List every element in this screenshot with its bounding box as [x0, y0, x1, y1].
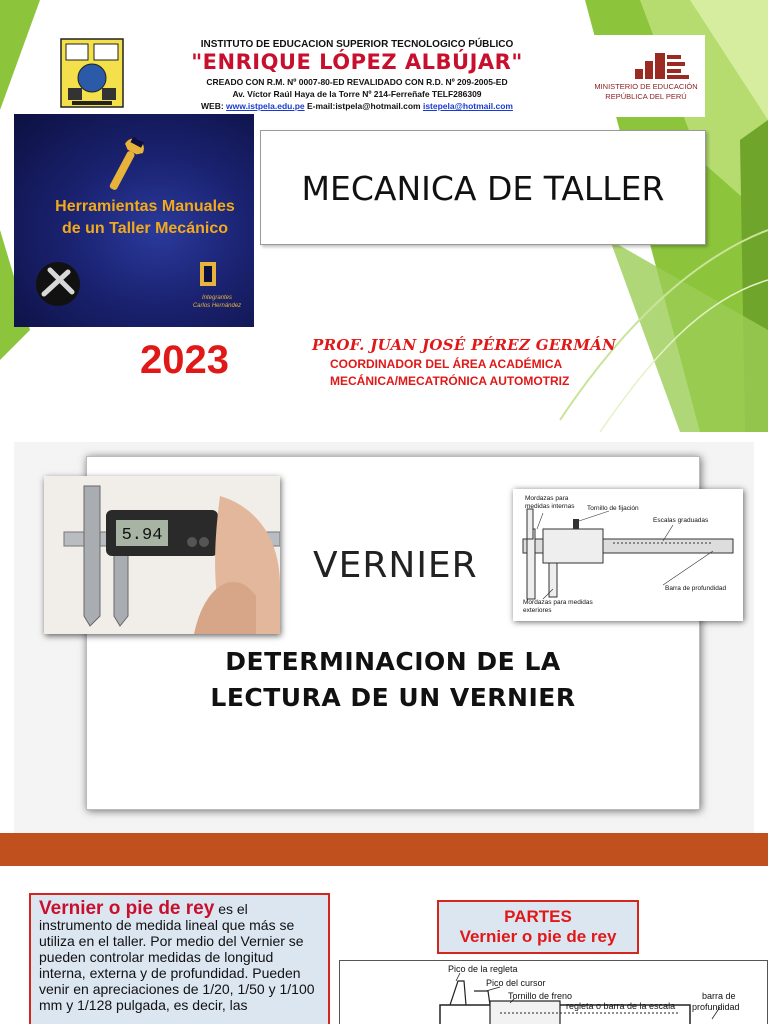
cover-title [36, 196, 254, 240]
label-barra-de: barra de [702, 991, 736, 1001]
tools-circle-icon [36, 262, 80, 306]
caliper-emblem-icon [200, 262, 216, 286]
label-external-jaws: Mordazas para medidas exteriores [523, 599, 593, 614]
orange-title-bar [0, 833, 768, 866]
institute-line-1: INSTITUTO DE EDUCACION SUPERIOR TECNOLOGICO PÚBLICO [200, 39, 514, 50]
institute-header [57, 35, 705, 117]
digital-caliper-icon [44, 476, 280, 634]
slide-definition [0, 833, 768, 1024]
institute-address: Av. Víctor Raúl Haya de la Torre Nº 214-Ferreñafe TELF286309 [232, 89, 482, 99]
web-link[interactable]: www.istpela.edu.pe [226, 101, 305, 111]
parts-subtitle: Vernier o pie de rey [459, 927, 617, 946]
vernier-parts-diagram [513, 489, 743, 621]
course-title-box [260, 130, 706, 245]
label-pico-regleta: Pico de la regleta [448, 964, 518, 974]
digital-caliper-photo [44, 476, 280, 634]
institute-name: "ENRIQUE LÓPEZ ALBÚJAR" [191, 50, 523, 74]
cover-image [14, 114, 254, 327]
label-regleta: regleta o barra de la escala [566, 1001, 676, 1011]
ministry-logo [595, 45, 703, 115]
cover-credit-line-1: Integrantes [201, 295, 233, 301]
coordinator-line-2: MECÁNICA/MECATRÓNICA AUTOMOTRIZ [330, 374, 570, 388]
label-profundidad: profundidad [692, 1002, 740, 1012]
vernier-heading: VERNIER [313, 545, 478, 586]
institute-logo [60, 38, 124, 108]
cover-title-line-1: Herramientas Manuales [55, 198, 235, 215]
institute-resolutions: CREADO CON R.M. Nº 0007-80-ED REVALIDADO CON R.D. Nº 209-2005-ED [206, 77, 508, 87]
definition-text: es el instrumento de medida lineal que más se utiliza en el taller. Por medio del Vernier se pueden controlar medidas de longitud interna, externa y de profundidad. Pueden venir en apreciaciones de 1/20, 1/50 y 1/100 mm y 1/128 pulgada, es decir, las [39, 901, 315, 1013]
ministry-text [587, 82, 705, 102]
label-locking-screw: Tornillo de fijación [587, 505, 639, 512]
web-label: WEB: [201, 101, 227, 111]
coordinator-line-1: COORDINADOR DEL ÁREA ACADÉMICA [330, 357, 563, 371]
label-scales: Escalas graduadas [653, 517, 709, 524]
definition-box [29, 893, 330, 1024]
parts-title-box [437, 900, 639, 954]
caliper-display-reading: 5.94 [121, 526, 163, 545]
definition-term: Vernier o pie de rey [39, 898, 215, 919]
professor-name: PROF. JUAN JOSÉ PÉREZ GERMÁN [312, 336, 617, 354]
email-link[interactable]: istepela@hotmail.com [422, 101, 513, 111]
reading-title-line-1: DETERMINACION DE LA [225, 647, 561, 676]
parts-title: PARTES [504, 907, 572, 926]
ministry-name: MINISTERIO DE EDUCACIÓN [594, 82, 698, 91]
slide-title [0, 0, 768, 432]
label-pico-cursor: Pico del cursor [486, 978, 546, 988]
label-internal-jaws: Mordazas para medidas internas [525, 495, 575, 510]
parts-diagram [339, 960, 768, 1024]
cover-credit-line-2: Carlos Hernández [192, 303, 242, 309]
cover-credit [182, 294, 252, 310]
cover-title-line-2: de un Taller Mecánico [62, 220, 228, 237]
course-title: MECANICA DE TALLER [301, 169, 665, 208]
year: 2023 [140, 338, 229, 382]
slide-vernier [0, 432, 768, 864]
institute-contact [127, 101, 587, 111]
label-depth-bar: Barra de profundidad [665, 585, 727, 592]
label-tornillo-freno: Tornillo de freno [508, 991, 573, 1001]
reading-title-line-2: LECTURA DE UN VERNIER [210, 683, 576, 712]
ministry-country: REPÚBLICA DEL PERÚ [605, 92, 687, 101]
email-label: E-mail:istpela@hotmail.com [304, 101, 423, 111]
